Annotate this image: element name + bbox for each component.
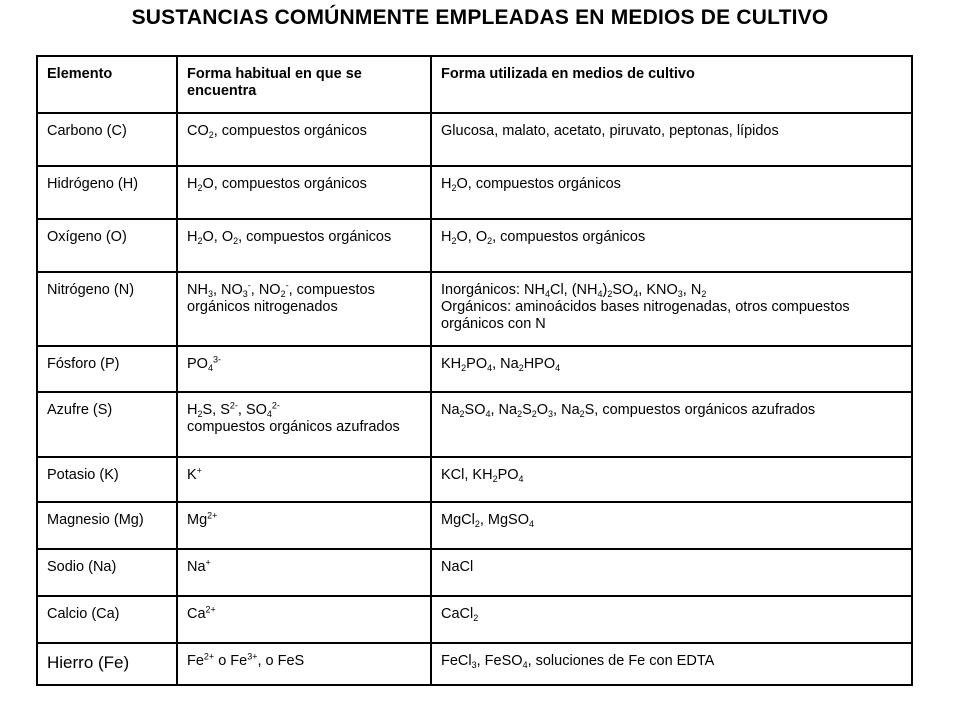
table-row (37, 549, 912, 596)
cell-forma-medio: $H_2O$, compuestos orgánicos (431, 166, 912, 219)
cell-forma-medio: $H_2O$, $O_2$, compuestos orgánicos (431, 219, 912, 272)
cell-forma-medio: $Na_2SO_4$, $Na_2S_2O_3$, $Na_2S$, compuestos orgánicos azufrados (431, 392, 912, 457)
cell-forma-habitual: K+ (177, 457, 431, 502)
cell-forma-habitual: $Fe^{2+}$ o $Fe^{3+}$, o FeS (177, 643, 431, 685)
cell-elemento: Magnesio (Mg) (37, 502, 177, 549)
cell-elemento: Hidrógeno (H) (37, 166, 177, 219)
table-row (37, 346, 912, 392)
table-row (37, 392, 912, 457)
cell-elemento: Azufre (S) (37, 392, 177, 457)
cell-forma-habitual: $CO_2$, compuestos orgánicos (177, 113, 431, 166)
cell-forma-habitual: $Mg^{2+}$ (177, 502, 431, 549)
page-title: SUSTANCIAS COMÚNMENTE EMPLEADAS EN MEDIOS DE CULTIVO (131, 6, 829, 29)
cell-forma-medio: CaCl$_2$ (431, 596, 912, 643)
cell-elemento: Fósforo (P) (37, 346, 177, 392)
table-row (37, 596, 912, 643)
cell-elemento: Potasio (K) (37, 457, 177, 502)
table-row (37, 219, 912, 272)
cell-elemento: Calcio (Ca) (37, 596, 177, 643)
cell-forma-habitual: $H_2S$, $S^{2-}$, $SO_4^{2-}$ compuestos orgánicos azufrados (177, 392, 431, 457)
cell-elemento: Carbono (C) (37, 113, 177, 166)
cell-forma-habitual: $Ca^{2+}$ (177, 596, 431, 643)
cell-forma-medio: Inorgánicos: $NH_4Cl$, $(NH_4)_2SO_4$, $KNO_3$, $N_2$ Orgánicos: aminoácidos bases nitrogenadas, otros compuestos orgánicos con N (431, 272, 912, 346)
cell-elemento: Sodio (Na) (37, 549, 177, 596)
header-forma-medio: Forma utilizada en medios de cultivo (431, 56, 912, 113)
table-row (37, 113, 912, 166)
table-row (37, 643, 912, 685)
cell-forma-medio: KCl, $KH_2PO_4$ (431, 457, 912, 502)
table-row (37, 502, 912, 549)
cell-forma-medio: FeCl$_3$, FeSO$_4$, soluciones de Fe con EDTA (431, 643, 912, 685)
table-header-row (37, 56, 912, 113)
cell-forma-habitual: $PO_4^{3-}$ (177, 346, 431, 392)
cell-forma-medio: MgCl$_2$, MgSO$_4$ (431, 502, 912, 549)
cell-forma-medio: $KH_2PO_4$, $Na_2HPO_4$ (431, 346, 912, 392)
table-row (37, 272, 912, 346)
cell-forma-habitual: $H_2O$, $O_2$, compuestos orgánicos (177, 219, 431, 272)
cell-forma-medio: NaCl (431, 549, 912, 596)
cell-forma-habitual: Na+ (177, 549, 431, 596)
culture-media-table (36, 55, 913, 686)
table-row (37, 457, 912, 502)
cell-elemento: Nitrógeno (N) (37, 272, 177, 346)
cell-elemento: Hierro (Fe) (37, 643, 177, 685)
table-row (37, 166, 912, 219)
cell-forma-medio: Glucosa, malato, acetato, piruvato, peptonas, lípidos (431, 113, 912, 166)
header-elemento: Elemento (37, 56, 177, 113)
cell-forma-habitual: $NH_3$, $NO_3^-$, $NO_2^-$, compuestos orgánicos nitrogenados (177, 272, 431, 346)
header-forma-habitual: Forma habitual en que se encuentra (177, 56, 431, 113)
cell-forma-habitual: $H_2O$, compuestos orgánicos (177, 166, 431, 219)
cell-elemento: Oxígeno (O) (37, 219, 177, 272)
